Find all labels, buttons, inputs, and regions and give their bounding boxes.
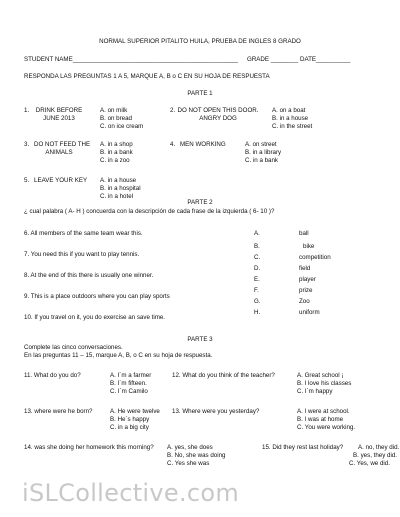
word-option[interactable]: prize xyxy=(299,287,313,294)
option[interactable]: B. I love his classes xyxy=(297,380,352,387)
option[interactable]: C. on ice cream xyxy=(100,123,144,130)
word-letter: A. xyxy=(254,230,260,237)
conversation-question: 12. What do you think of the teacher? xyxy=(172,372,275,379)
option[interactable]: C. I´m happy xyxy=(297,388,333,395)
question-number: 2. xyxy=(170,107,176,114)
option[interactable]: B. I´m fifteen. xyxy=(110,380,147,387)
conversation-question: 13. Where were you yesterday? xyxy=(172,408,260,415)
conversation-question: 15. Did they rest last holiday? xyxy=(262,444,344,451)
option[interactable]: B. No, she was doing xyxy=(167,452,226,459)
option[interactable]: B. in a library xyxy=(245,149,282,156)
part2-title: PARTE 2 xyxy=(187,199,213,206)
option[interactable]: B. He´s happy xyxy=(110,416,150,423)
option[interactable]: A. He were twelve xyxy=(110,408,160,415)
option[interactable]: B. in a hospital xyxy=(100,185,141,192)
conversation-question: 13. where were he born? xyxy=(24,408,93,415)
word-option[interactable]: bike xyxy=(303,243,315,250)
instruction-part3-detail: En las preguntas 11 – 15, marque A, B, o C en su hoja de respuesta. xyxy=(24,352,213,359)
option[interactable]: C. in the street xyxy=(272,123,313,130)
sentence-item: 9. This is a place outdoors where you can play sports xyxy=(24,293,170,300)
option[interactable]: A. in a shop xyxy=(100,141,133,148)
instruction-part1: RESPONDA LAS PREGUNTAS 1 A 5, MARQUE A, B o C EN SU HOJA DE RESPUESTA xyxy=(24,73,270,80)
option[interactable]: A. on a boat xyxy=(272,107,306,114)
grade-line: GRADE ________ xyxy=(247,56,299,63)
sentence-item: 6. All members of the same team wear this. xyxy=(24,230,143,237)
option[interactable]: C. in a zoo xyxy=(100,157,130,164)
sentence-item: 8. At the end of this there is usually one winner. xyxy=(24,272,154,279)
part1-title: PARTE 1 xyxy=(187,90,213,97)
sign-text: ANIMALS xyxy=(45,149,73,156)
sign-text: LEAVE YOUR KEY xyxy=(34,177,88,184)
sentence-item: 7. You need this if you want to play tennis. xyxy=(24,251,140,258)
sign-text: JUNE 2013 xyxy=(43,115,75,122)
question-number: 3. xyxy=(24,141,30,148)
word-letter: E. xyxy=(254,276,260,283)
word-option[interactable]: player xyxy=(299,276,316,283)
site-watermark: iSLCollective.com xyxy=(22,479,240,507)
word-option[interactable]: ball xyxy=(299,230,309,237)
option[interactable]: A. on milk xyxy=(100,107,128,114)
word-letter: H. xyxy=(254,309,261,316)
word-letter: F. xyxy=(254,287,259,294)
option[interactable]: B. in a house xyxy=(272,115,309,122)
option[interactable]: B. in a bank xyxy=(100,149,133,156)
word-option[interactable]: Zoo xyxy=(299,298,310,305)
option[interactable]: C. in a big city xyxy=(110,424,149,431)
option[interactable]: B. on bread xyxy=(100,115,132,122)
sign-text: DRINK BEFORE xyxy=(35,107,83,114)
instruction-part2: ¿ cual palabra ( A- H ) concuerda con la descripción de cada frase de la izquierda ( 6- 10 )? xyxy=(24,208,275,215)
option[interactable]: A. in a house xyxy=(100,177,137,184)
option[interactable]: A. yes, she does xyxy=(167,444,213,451)
sentence-item: 10. If you travel on it, you do exercise an save time. xyxy=(24,314,166,321)
student-name-line: STUDENT NAME________________________________________________ xyxy=(24,56,238,63)
word-letter: B. xyxy=(254,243,260,250)
option[interactable]: A. I were at school. xyxy=(297,408,350,415)
option[interactable]: C. Yes, we did. xyxy=(349,460,390,467)
option[interactable]: B. I was at home xyxy=(297,416,344,423)
part3-title: PARTE 3 xyxy=(187,336,213,343)
option[interactable]: A. Great school ¡ xyxy=(297,372,344,379)
question-number: 5. xyxy=(24,177,30,184)
word-letter: D. xyxy=(254,265,261,272)
conversation-question: 11. What do you do? xyxy=(24,372,81,379)
option[interactable]: A. no, they did. xyxy=(358,444,400,451)
option[interactable]: C. You were working. xyxy=(297,424,356,431)
page-title: NORMAL SUPERIOR PITALITO HUILA, PRUEBA DE INGLES 8 GRADO xyxy=(99,38,301,45)
sign-text: DO NOT OPEN THIS DOOR. xyxy=(177,107,259,114)
word-option[interactable]: field xyxy=(299,265,311,272)
conversation-question: 14. was she doing her homework this morning? xyxy=(24,444,154,451)
option[interactable]: A. on street xyxy=(245,141,277,148)
option[interactable]: A. I´m a farmer xyxy=(110,372,152,379)
sign-text: ANGRY DOG xyxy=(199,115,237,122)
option[interactable]: B. yes, they did. xyxy=(353,452,398,459)
option[interactable]: C. Yes she was xyxy=(167,460,210,467)
sign-text: DO NOT FEED THE xyxy=(34,141,91,148)
question-number: 1. xyxy=(24,107,30,114)
sign-text: MEN WORKING xyxy=(180,141,226,148)
date-line: DATE__________ xyxy=(300,56,351,63)
instruction-part3: Complete las cinco conversaciones. xyxy=(24,344,123,351)
word-letter: G. xyxy=(254,298,261,305)
option[interactable]: C. in a bank xyxy=(245,157,279,164)
word-letter: C. xyxy=(254,254,261,261)
option[interactable]: C. I´m Camilo xyxy=(110,388,148,395)
option[interactable]: C. in a hotel xyxy=(100,193,134,200)
question-number: 4. xyxy=(170,141,176,148)
word-option[interactable]: competition xyxy=(299,254,331,261)
word-option[interactable]: uniform xyxy=(299,309,320,316)
